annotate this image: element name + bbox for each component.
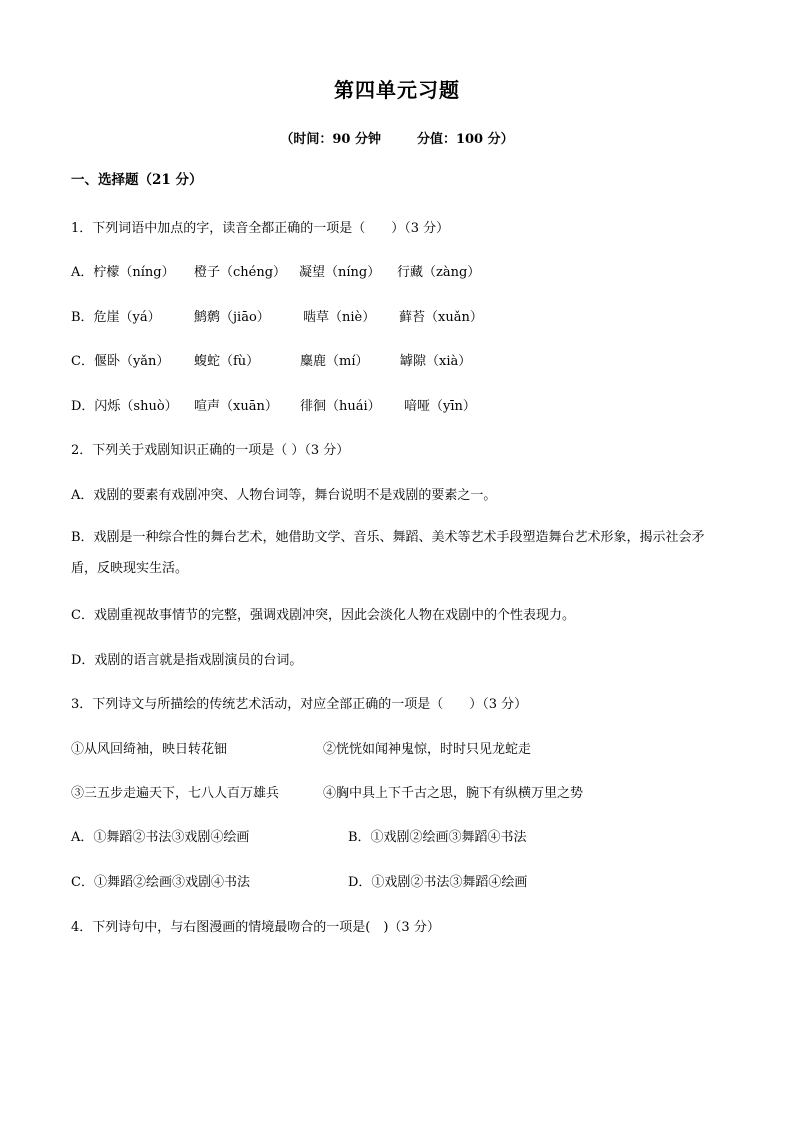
q1-b-4: 藓苔（xuǎn） [399, 310, 483, 325]
q1-a-3: 凝望（níng） [299, 265, 381, 280]
q1-c-4: 罅隙（xià） [400, 354, 472, 369]
q2-stem: 2．下列关于戏剧知识正确的一项是（ ）（3 分） [71, 443, 350, 458]
exam-time: （时间：90 分钟 [280, 132, 381, 147]
q1-d-2: 喧声（xuān） [194, 399, 278, 414]
q1-stem: 1．下列词语中加点的字，读音全都正确的一项是（ ）（3 分） [71, 221, 450, 236]
page-title: 第四单元习题 [334, 78, 460, 102]
q1-b-3: 啮草（niè） [303, 310, 376, 325]
q2-option-d: D．戏剧的语言就是指戏剧演员的台词。 [71, 653, 303, 668]
q2-option-c: C．戏剧重视故事情节的完整，强调戏剧冲突，因此会淡化人物在戏剧中的个性表现力。 [71, 608, 575, 623]
q3-poem-2: ②恍恍如闻神鬼惊，时时只见龙蛇走 [323, 742, 532, 757]
q3-option-d: D．①戏剧②书法③舞蹈④绘画 [348, 875, 528, 890]
q1-a-2: 橙子（chéng） [194, 265, 287, 280]
q1-c-1: C．偃卧（yǎn） [71, 354, 170, 369]
q1-d-1: D．闪烁（shuò） [71, 399, 178, 414]
q3-poem-4: ④胸中具上下千古之思，腕下有纵横万里之势 [323, 786, 584, 801]
q1-a-1: A．柠檬（níng） [71, 265, 175, 280]
q3-poem-3: ③三五步走遍天下，七八人百万雄兵 [71, 786, 280, 801]
q3-poem-1: ①从风回绮袖，映日转花钿 [71, 742, 228, 757]
q1-a-4: 行藏（zàng） [397, 265, 481, 280]
q1-d-4: 喑哑（yīn） [404, 399, 476, 414]
q2-option-b: B．戏剧是一种综合性的舞台艺术，她借助文学、音乐、舞蹈、美术等艺术手段塑造舞台艺术形象，揭示社会矛盾，反映现实生活。 [71, 530, 705, 576]
q1-b-1: B．危崖（yá） [71, 310, 161, 325]
q4-stem: 4．下列诗句中，与右图漫画的情境最吻合的一项是( )（3 分） [71, 920, 440, 935]
exam-meta [0, 128, 794, 147]
q2-option-a: A．戏剧的要素有戏剧冲突、人物台词等，舞台说明不是戏剧的要素之一。 [71, 488, 497, 503]
q3-stem: 3．下列诗文与所描绘的传统艺术活动，对应全部正确的一项是（ ）（3 分） [71, 697, 528, 712]
q1-d-3: 徘徊（huái） [300, 399, 381, 414]
exam-score: 分值：100 分） [416, 132, 514, 147]
section-heading: 一、选择题（21 分） [71, 172, 203, 188]
q3-option-a: A．①舞蹈②书法③戏剧④绘画 [71, 830, 250, 845]
q1-b-2: 鹪鹩（jiāo） [194, 310, 270, 325]
q1-c-3: 麋鹿（mí） [300, 354, 369, 369]
q3-option-c: C．①舞蹈②绘画③戏剧④书法 [71, 875, 250, 890]
q3-option-b: B．①戏剧②绘画③舞蹈④书法 [348, 830, 527, 845]
q1-c-2: 蝮蛇（fù） [194, 354, 260, 369]
